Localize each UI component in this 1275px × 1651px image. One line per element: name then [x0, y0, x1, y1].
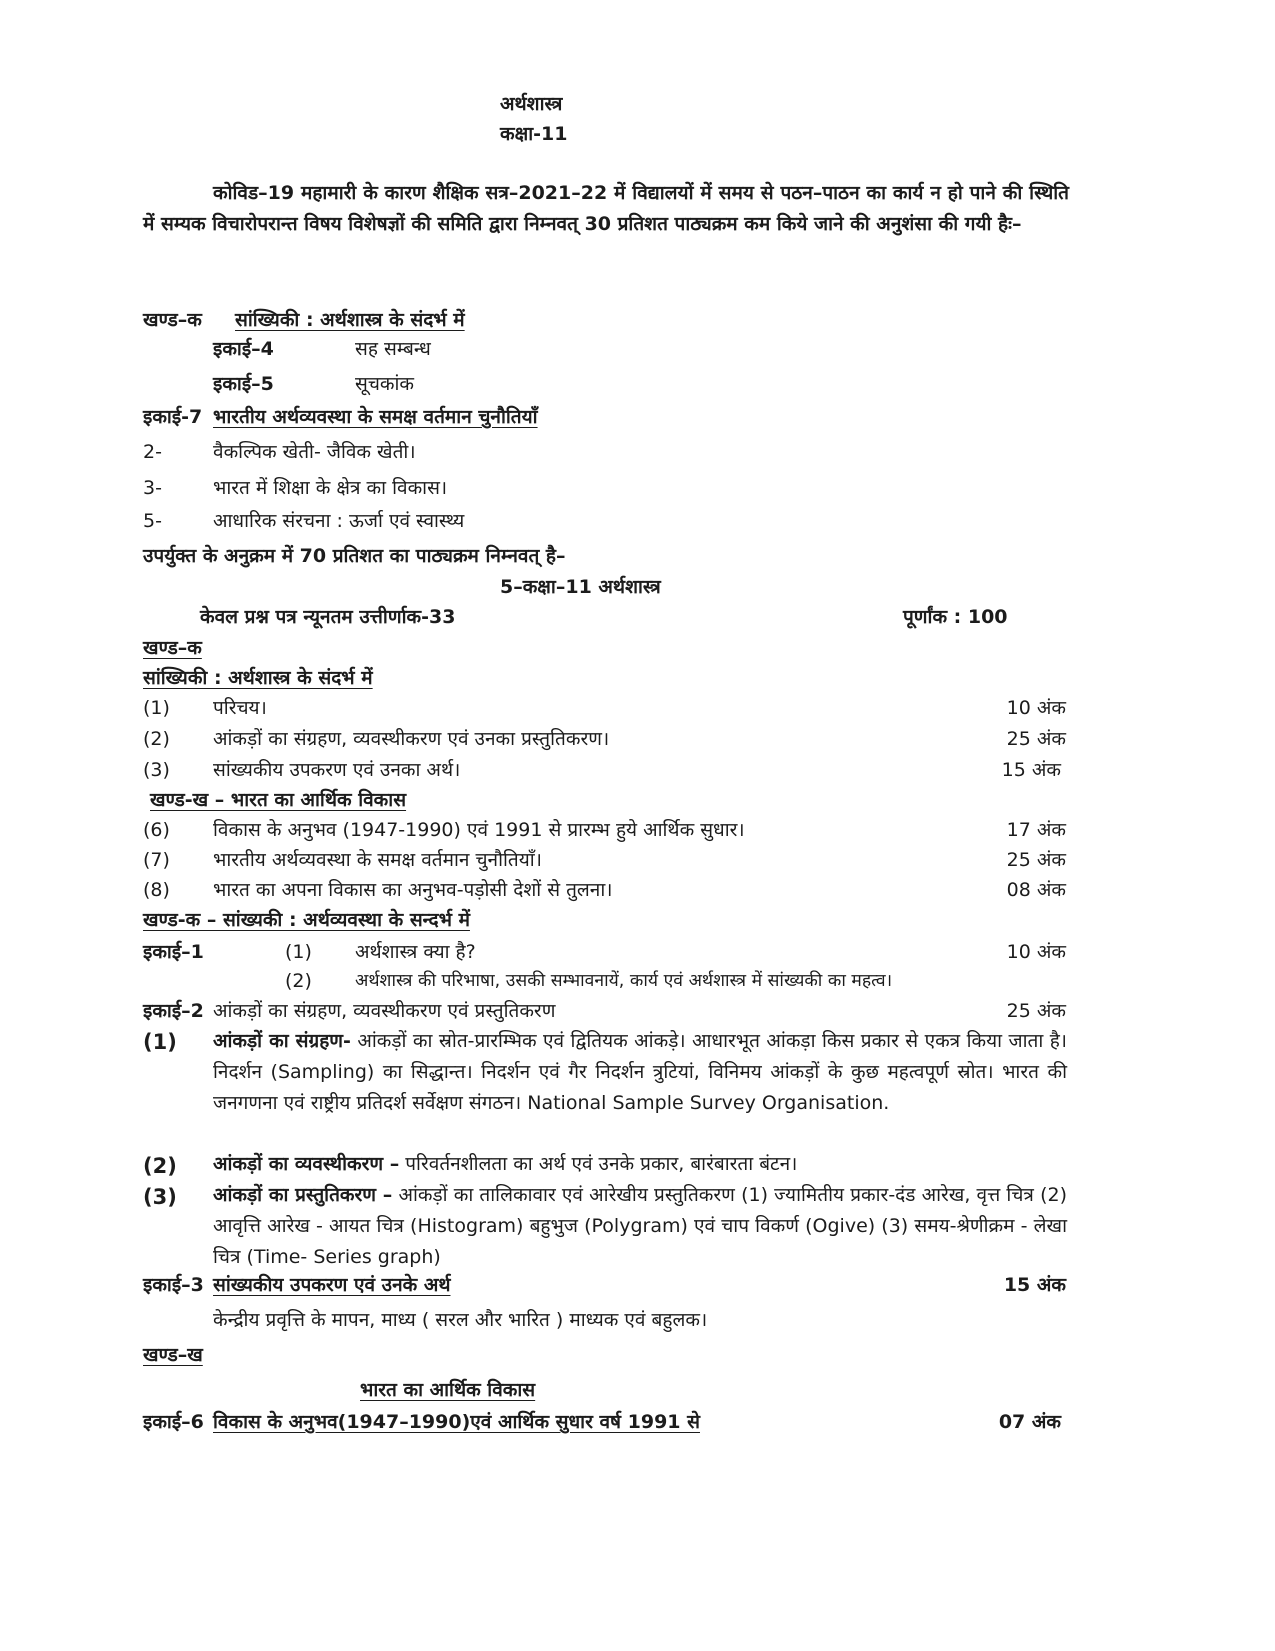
unit6-title: विकास के अनुभव(1947–1990)एवं आर्थिक सुधार वर्ष 1991 से	[213, 1411, 700, 1433]
unit2-title: आंकड़ों का संग्रहण, व्यवस्थीकरण एवं प्रस्तुतिकरण	[213, 1000, 556, 1022]
reduced-item-number: 3-	[143, 477, 162, 499]
unit2-marks: 25 अंक	[1006, 1000, 1066, 1022]
unit6-label: इकाई–6	[143, 1411, 204, 1433]
reduced-unit-label: इकाई–5	[213, 373, 274, 395]
section-b-title: खण्ड-ख – भारत का आर्थिक विकास	[150, 789, 407, 811]
item-text: भारतीय अर्थव्यवस्था के समक्ष वर्तमान चुनौतियाँ।	[213, 849, 542, 871]
item-marks: 25 अंक	[1006, 849, 1066, 871]
point-paragraph	[213, 1026, 1067, 1119]
unit1-sub-text: अर्थशास्त्र क्या है?	[355, 941, 476, 963]
item-marks: 15 अंक	[1001, 759, 1061, 781]
reduced-item-number: 2-	[143, 441, 162, 463]
item-text: विकास के अनुभव (1947-1990) एवं 1991 से प्रारम्भ हुये आर्थिक सुधार।	[213, 819, 745, 841]
full-marks: पूर्णांक : 100	[903, 606, 1008, 628]
item-number: (6)	[143, 819, 170, 841]
item-marks: 10 अंक	[1006, 697, 1066, 719]
item-number: (2)	[143, 728, 170, 750]
reduced-section-title: सांख्यिकी : अर्थशास्त्र के संदर्भ में	[235, 309, 465, 331]
item-number: (7)	[143, 849, 170, 871]
reduced-item-text: भारत में शिक्षा के क्षेत्र का विकास।	[213, 477, 448, 499]
item-text: सांख्यकीय उपकरण एवं उनका अर्थ।	[213, 759, 461, 781]
unit1-sub-text: अर्थशास्त्र की परिभाषा, उसकी सम्भावनायें, कार्य एवं अर्थशास्त्र में सांख्यकी का महत्व।	[355, 971, 893, 991]
unit3-marks: 15 अंक	[1003, 1274, 1066, 1296]
point-body: परिवर्तनशीलता का अर्थ एवं उनके प्रकार, बारंबारता बंटन।	[405, 1153, 798, 1175]
paper-line: केवल प्रश्न पत्र न्यूनतम उत्तीर्णाक-33	[200, 606, 456, 628]
section-a-title: सांख्यिकी : अर्थशास्त्र के संदर्भ में	[143, 667, 373, 689]
section-b2-title: भारत का आर्थिक विकास	[360, 1379, 536, 1401]
reduced-item-number: 5-	[143, 510, 162, 532]
item-number: (8)	[143, 879, 170, 901]
unit3-label: इकाई–3	[143, 1274, 204, 1296]
point-heading: आंकड़ों का प्रस्तुतिकरण –	[213, 1184, 393, 1206]
doc-class: कक्षा-11	[500, 123, 568, 145]
point-number: (2)	[143, 1154, 177, 1178]
point-paragraph	[213, 1149, 1067, 1180]
point-heading: आंकड़ों का संग्रहण-	[213, 1030, 351, 1052]
point-number: (3)	[143, 1185, 177, 1209]
unit2-label: इकाई–2	[143, 1000, 204, 1022]
syllabus-heading: 5–कक्षा–11 अर्थशास्त्र	[500, 576, 661, 598]
intro-paragraph: कोविड–19 महामारी के कारण शैक्षिक सत्र–2021–22 में विद्यालयों में समय से पठन–पाठन का कार्य न हो पाने की स्थिति में सम्यक विचारोपरान्त विषय विशेषज्ञों की समिति द्वारा निम्नवत् 30 प्रतिशत पाठ्यक्रम कम किये जाने की अनुशंसा की गयी हैः–	[143, 182, 1069, 235]
item-marks: 17 अंक	[1006, 819, 1066, 841]
doc-title: अर्थशास्त्र	[500, 93, 563, 115]
point-body: आंकड़ों का तालिकावार एवं आरेखीय प्रस्तुतिकरण (1) ज्यामितीय प्रकार-दंड आरेख, वृत्त चित्र (2) आवृत्ति आरेख - आयत चित्र (Histogram) बहुभुज (Polygram) एवं चाप विकर्ण (Ogive) (3) समय-श्रेणीक्रम - लेखा चित्र (Time- Series graph)	[213, 1184, 1067, 1268]
reduced-section-label: खण्ड–क	[143, 309, 202, 331]
unit7-title: भारतीय अर्थव्यवस्था के समक्ष वर्तमान चुनौतियाँ	[213, 406, 538, 428]
section-a-label: खण्ड–क	[143, 637, 202, 659]
point-number: (1)	[143, 1030, 177, 1054]
reduced-item-text: वैकल्पिक खेती- जैविक खेती।	[213, 441, 416, 463]
unit3-title: सांख्यकीय उपकरण एवं उनके अर्थ	[213, 1274, 451, 1296]
item-text: भारत का अपना विकास का अनुभव-पड़ोसी देशों से तुलना।	[213, 879, 613, 901]
item-number: (1)	[143, 697, 170, 719]
item-marks: 08 अंक	[1006, 879, 1066, 901]
unit1-label: इकाई–1	[143, 941, 204, 963]
section-b2-label: खण्ड–ख	[143, 1344, 203, 1366]
unit3-text: केन्द्रीय प्रवृत्ति के मापन, माध्य ( सरल और भारित ) माध्यक एवं बहुलक।	[213, 1309, 708, 1331]
unit1-marks: 10 अंक	[1006, 941, 1066, 963]
unit6-marks: 07 अंक	[998, 1411, 1061, 1433]
item-text: परिचय।	[213, 697, 267, 719]
item-text: आंकड़ों का संग्रहण, व्यवस्थीकरण एवं उनका प्रस्तुतिकरण।	[213, 728, 610, 750]
unit7-label: इकाई-7	[143, 406, 203, 428]
point-paragraph	[213, 1180, 1067, 1273]
reduced-unit-text: सूचकांक	[355, 373, 415, 395]
detail-heading: खण्ड-क – सांख्यकी : अर्थव्यवस्था के सन्दर्भ में	[143, 909, 470, 931]
unit1-sub-number: (1)	[285, 941, 312, 963]
point-heading: आंकड़ों का व्यवस्थीकरण –	[213, 1153, 400, 1175]
reduced-unit-text: सह सम्बन्ध	[355, 338, 431, 360]
unit1-sub-number: (2)	[285, 970, 312, 992]
point-body: आंकड़ों का स्रोत-प्रारम्भिक एवं द्वितियक आंकड़े। आधारभूत आंकड़ा किस प्रकार से एकत्र किया जाता है। निदर्शन (Sampling) का सिद्धान्त। निदर्शन एवं गैर निदर्शन त्रुटियां, विनिमय आंकड़ों के कुछ महत्वपूर्ण स्रोत। भारत की जनगणना एवं राष्ट्रीय प्रतिदर्श सर्वेक्षण संगठन। National Sample Survey Organisation.	[213, 1030, 1067, 1114]
reduced-unit-label: इकाई–4	[213, 338, 274, 360]
continuation-line: उपर्युक्त के अनुक्रम में 70 प्रतिशत का पाठ्यक्रम निम्नवत् है–	[143, 545, 566, 567]
item-number: (3)	[143, 759, 170, 781]
reduced-item-text: आधारिक संरचना : ऊर्जा एवं स्वास्थ्य	[213, 510, 465, 532]
item-marks: 25 अंक	[1006, 728, 1066, 750]
